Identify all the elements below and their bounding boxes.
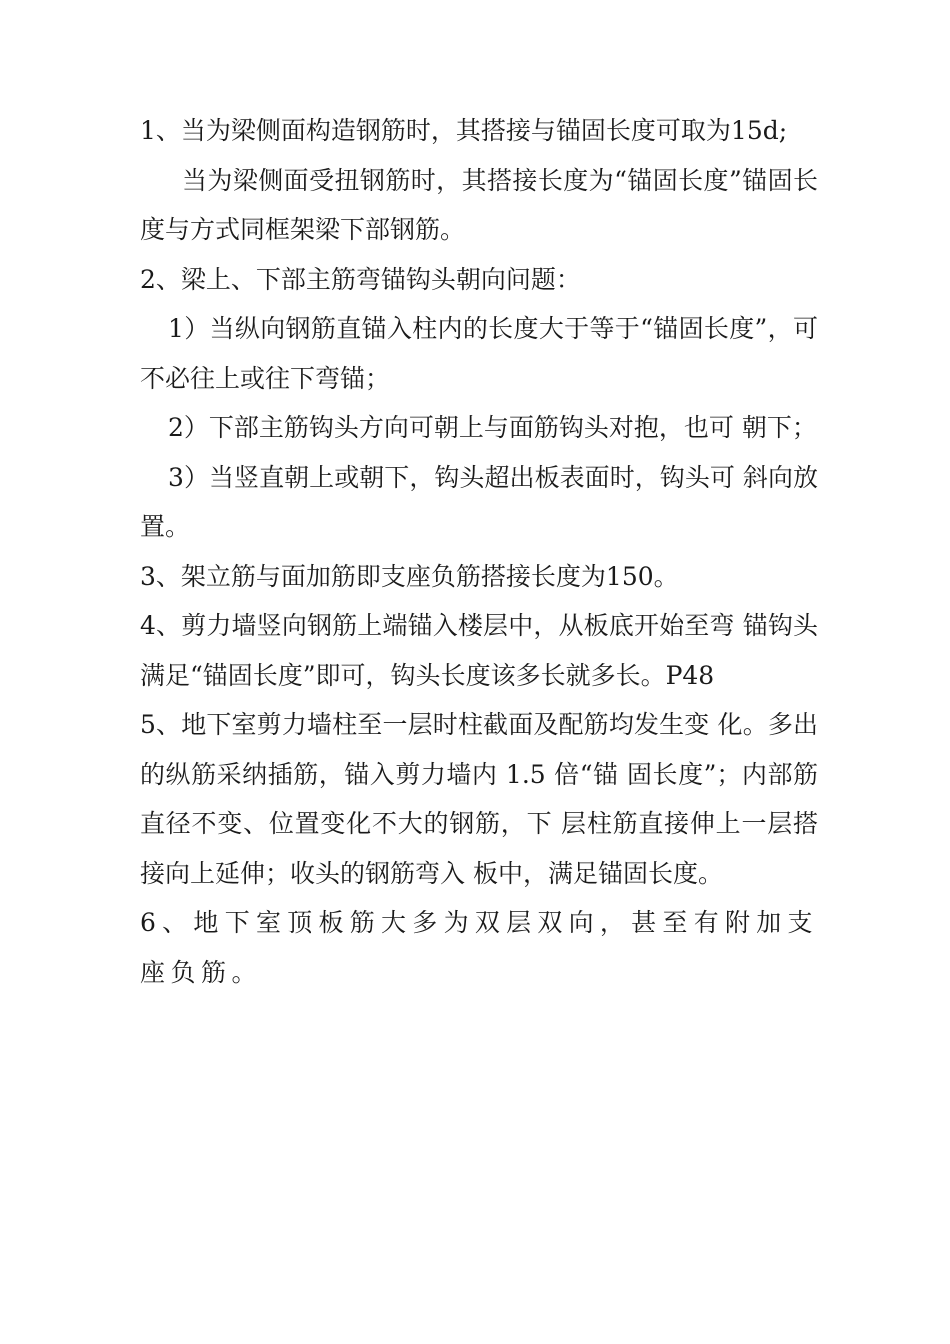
paragraph-5: 2）下部主筋钩头方向可朝上与面筋钩头对抱，也可 朝下；	[168, 413, 817, 442]
paragraph-10: 6、地下室顶板筋大多为双层双向，甚至有附加支座负筋。	[140, 908, 818, 987]
paragraph-4: 1）当纵向钢筋直锚入柱内的长度大于等于“锚固长度”，可不必往上或往下弯锚；	[140, 314, 818, 393]
document-body	[140, 106, 818, 997]
paragraph-3: 2、梁上、下部主筋弯锚钩头朝向问题：	[140, 264, 581, 294]
paragraph-7: 3、架立筋与面加筋即支座负筋搭接长度为150。	[140, 561, 679, 591]
paragraph-2: 当为梁侧面受扭钢筋时，其搭接长度为“锚固长度”锚固长度与方式同框架梁下部钢筋。	[140, 165, 818, 244]
paragraph-8: 4、剪力墙竖向钢筋上端锚入楼层中，从板底开始至弯 锚钩头满足“锚固长度”即可，钩头长度该多长就多长。P48	[140, 611, 818, 690]
paragraph-9: 5、地下室剪力墙柱至一层时柱截面及配筋均发生变 化。多出的纵筋采纳插筋，锚入剪力墙内 1.5 倍“锚 固长度”；内部筋直径不变、位置变化不大的钢筋，下 层柱筋直接伸上一层搭接向上延伸；收头的钢筋弯入 板中，满足锚固长度。	[140, 710, 818, 888]
paragraph-1: 1、当为梁侧面构造钢筋时，其搭接与锚固长度可取为15d;	[140, 116, 788, 145]
paragraph-6: 3）当竖直朝上或朝下，钩头超出板表面时，钩头可 斜向放置。	[140, 462, 818, 541]
